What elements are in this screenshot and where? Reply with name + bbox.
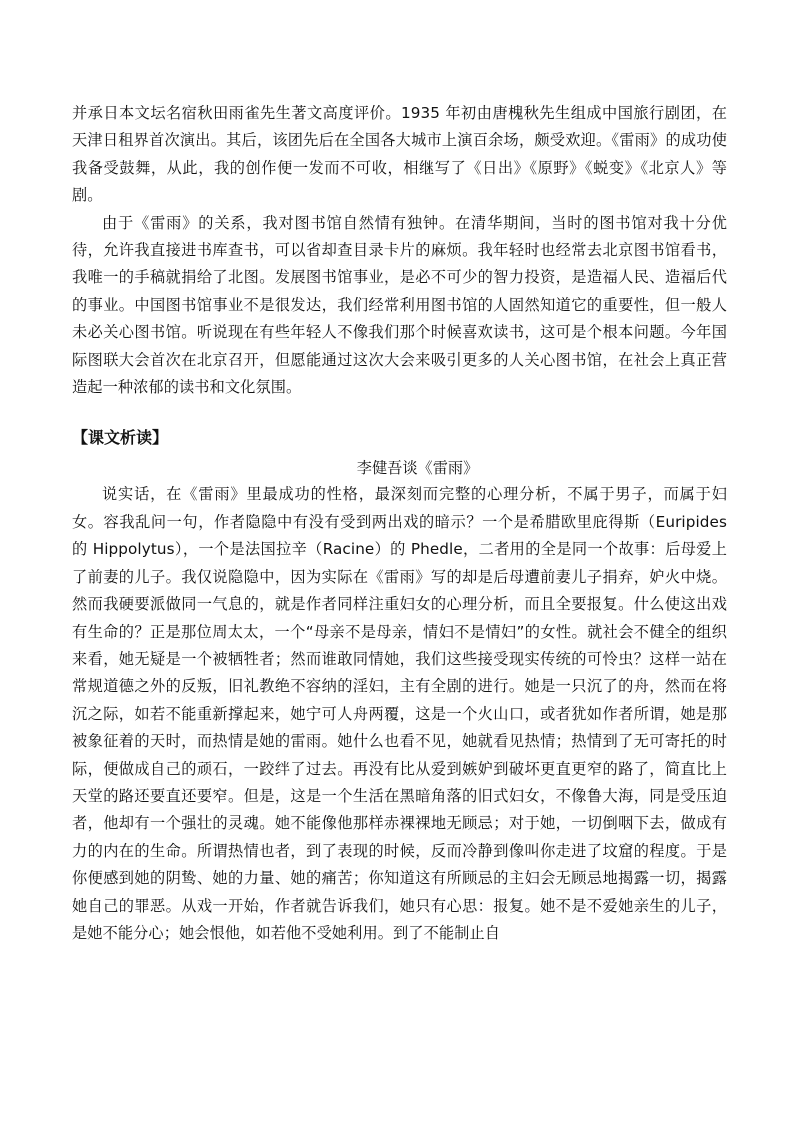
article-title: 李健吾谈《雷雨》: [356, 459, 479, 478]
section-heading: 【课文析读】: [72, 428, 169, 448]
paragraph-library: 由于《雷雨》的关系，我对图书馆自然情有独钟。在清华期间，当时的图书馆对我十分优待，允许我直接进书库查书，可以省却查目录卡片的麻烦。我年轻时也经常去北京图书馆看书，我唯一的手稿就捐给了北图。发展图书馆事业，是必不可少的智力投资，是造福人民、造福后代的事业。中国图书馆事业不是很发达，我们经常利用图书馆的人固然知道它的重要性，但一般人未必关心图书馆。听说现在有些年轻人不像我们那个时候喜欢读书，这可是个根本问题。今年国际图联大会首次在北京召开，但愿能通过这次大会来吸引更多的人关心图书馆，在社会上真正营造起一种浓郁的读书和文化氛围。: [72, 213, 727, 397]
paragraph-analysis: 说实话，在《雷雨》里最成功的性格，最深刻而完整的心理分析，不属于男子，而属于妇女。容我乱问一句，作者隐隐中有没有受到两出戏的暗示？一个是希腊欧里庇得斯（Euripides 的 Hippolytus），一个是法国拉辛（Racine）的 Phedle，二者用的全是同一个故事：后母爱上了前妻的儿子。我仅说隐隐中，因为实际在《雷雨》写的却是后母遭前妻儿子捐弃，妒火中烧。然而我硬要派做同一气息的，就是作者同样注重妇女的心理分析，而且全要报复。什么使这出戏有生命的？正是那位周太太，一个“母亲不是母亲，情妇不是情妇”的女性。就社会不健全的组织来看，她无疑是一个被牺牲者；然而谁敢同情她，我们这些接受现实传统的可怜虫？这样一站在常规道德之外的反叛，旧礼教绝不容纳的淫妇，主有全剧的进行。她是一只沉了的舟，然而在将沉之际，如若不能重新撑起来，她宁可人舟两覆，这是一个火山口，或者犹如作者所谓，她是那被象征着的天时，而热情是她的雷雨。她什么也看不见，她就看见热情；热情到了无可寄托的时际，便做成自己的顽石，一跤绊了过去。再没有比从爱到嫉妒到破坏更直更窄的路了，简直比上天堂的路还要直还要窄。但是，这是一个生活在黑暗角落的旧式妇女，不像鲁大海，同是受压迫者，他却有一个强壮的灵魂。她不能像他那样赤裸裸地无顾忌；对于她，一切倒咽下去，做成有力的内在的生命。所谓热情也者，到了表现的时候，反而冷静到像叫你走进了坟窟的程度。于是你便感到她的阴鸷、她的力量、她的痛苦；你知道这有所顾忌的主妇会无顾忌地揭露一切，揭露她自己的罪恶。从戏一开始，作者就告诉我们，她只有心思：报复。她不是不爱她亲生的儿子，是她不能分心；她会恨他，如若他不受她利用。到了不能制止自: [72, 485, 727, 942]
paragraph-continuation: 并承日本文坛名宿秋田雨雀先生著文高度评价。1935 年初由唐槐秋先生组成中国旅行剧团，在天津日租界首次演出。其后，该团先后在全国各大城市上演百余场，颇受欢迎。《雷雨》的成功使我备受鼓舞，从此，我的创作便一发而不可收，相继写了《日出》《原野》《蜕变》《北京人》等剧。: [72, 104, 727, 205]
document-body: [72, 100, 727, 947]
